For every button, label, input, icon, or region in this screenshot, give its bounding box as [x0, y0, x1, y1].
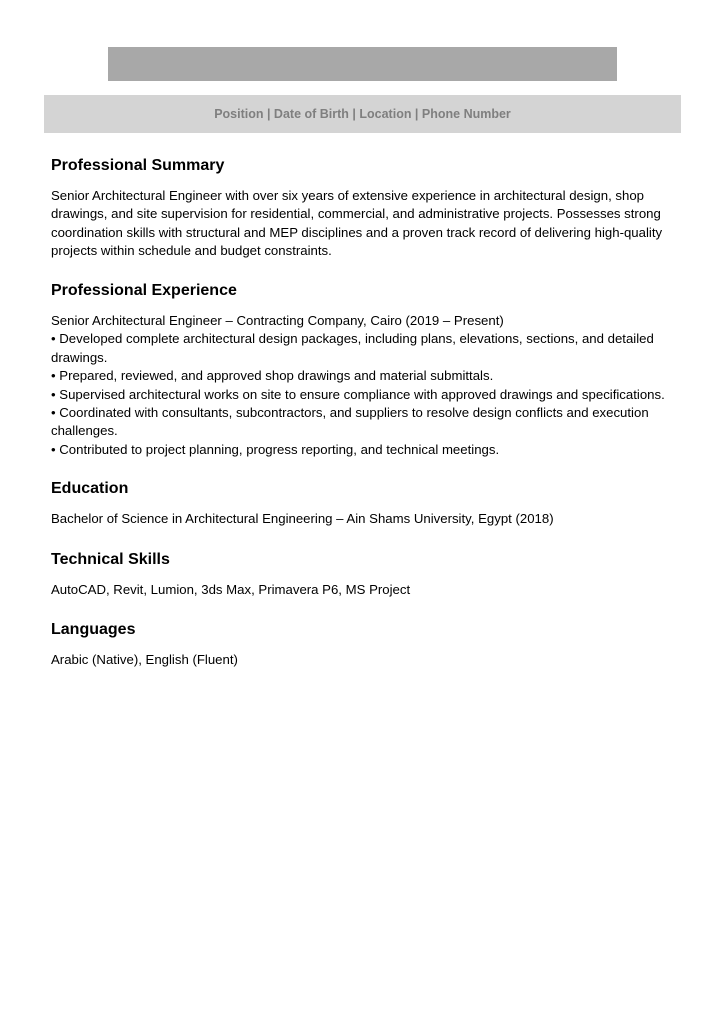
section-title: Education: [51, 480, 129, 497]
skills-text: AutoCAD, Revit, Lumion, 3ds Max, Primavera P6, MS Project: [51, 582, 411, 597]
section-professional-experience: [51, 280, 681, 459]
experience-bullet: • Contributed to project planning, progress reporting, and technical meetings.: [51, 441, 500, 457]
section-professional-summary: [51, 155, 681, 261]
section-technical-skills: [51, 549, 681, 599]
contact-info-text: Position | Date of Birth | Location | Phone Number: [214, 107, 511, 121]
education-text: Bachelor of Science in Architectural Engineering – Ain Shams University, Egypt (2018): [51, 511, 554, 526]
contact-info-bar: [44, 95, 681, 133]
name-placeholder-bar: [108, 47, 617, 81]
section-title: Professional Summary: [51, 157, 225, 174]
summary-text: Senior Architectural Engineer with over six years of extensive experience in architectural design, shop drawings, and site supervision for residential, commercial, and administrative projects. Possesses strong coordination skills with structural and MEP disciplines and a proven track record of delivering high-quality projects within schedule and budget constraints.: [51, 188, 663, 259]
experience-body: [51, 312, 681, 459]
section-languages: [51, 619, 681, 669]
experience-bullet: • Coordinated with consultants, subcontractors, and suppliers to resolve design conflicts and execution challenges.: [51, 405, 649, 439]
section-title: Languages: [51, 621, 136, 638]
section-education: [51, 478, 681, 528]
section-title: Professional Experience: [51, 282, 237, 299]
experience-bullet: • Developed complete architectural design packages, including plans, elevations, sections, and detailed drawings.: [51, 331, 654, 365]
experience-bullet: • Prepared, reviewed, and approved shop drawings and material submittals.: [51, 368, 494, 384]
languages-text: Arabic (Native), English (Fluent): [51, 652, 238, 667]
experience-bullet: • Supervised architectural works on site to ensure compliance with approved drawings and specifications.: [51, 386, 665, 402]
section-title: Technical Skills: [51, 551, 170, 568]
job-role-line: Senior Architectural Engineer – Contracting Company, Cairo (2019 – Present): [51, 313, 504, 328]
